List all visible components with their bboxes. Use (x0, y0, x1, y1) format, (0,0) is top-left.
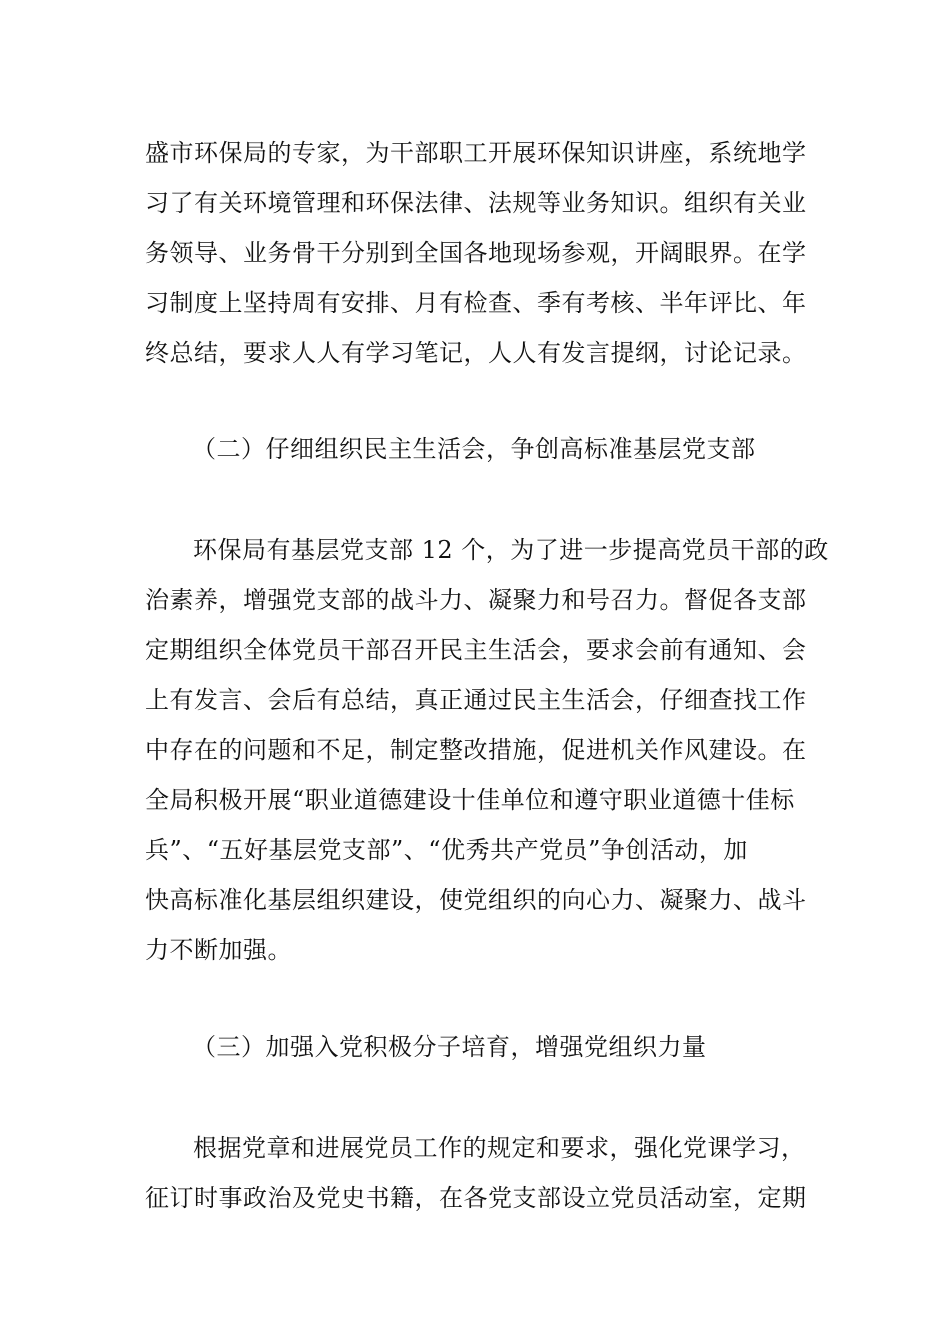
section-heading: （三）加强入党积极分子培育，增强党组织力量 (192, 1033, 707, 1061)
paragraph-line: 快高标准化基层组织建设，使党组织的向心力、凝聚力、战斗 (145, 886, 807, 914)
paragraph-line: 征订时事政治及党史书籍，在各党支部设立党员活动室，定期 (145, 1184, 807, 1212)
section-heading: （二）仔细组织民主生活会，争创高标准基层党支部 (192, 435, 756, 463)
paragraph-line: 根据党章和进展党员工作的规定和要求，强化党课学习， (193, 1134, 806, 1162)
paragraph-line: 上有发言、会后有总结，真正通过民主生活会，仔细查找工作 (145, 686, 807, 714)
paragraph-line: 终总结，要求人人有学习笔记，人人有发言提纲，讨论记录。 (145, 339, 807, 367)
paragraph-line: 习了有关环境管理和环保法律、法规等业务知识。组织有关业 (145, 189, 807, 217)
paragraph-line: 环保局有基层党支部 12 个，为了进一步提高党员干部的政 (193, 536, 829, 564)
paragraph-line: 力不断加强。 (145, 936, 292, 964)
paragraph-line: 治素养，增强党支部的战斗力、凝聚力和号召力。督促各支部 (145, 586, 807, 614)
paragraph-line: 中存在的问题和不足，制定整改措施，促进机关作风建设。在 (145, 736, 807, 764)
paragraph-line: 习制度上坚持周有安排、月有检查、季有考核、半年评比、年 (145, 289, 807, 317)
paragraph-line: 务领导、业务骨干分别到全国各地现场参观，开阔眼界。在学 (145, 239, 807, 267)
paragraph-line: 全局积极开展“职业道德建设十佳单位和遵守职业道德十佳标 (145, 786, 795, 814)
paragraph-line: 兵”、“五好基层党支部”、“优秀共产党员”争创活动，加 (145, 836, 748, 864)
paragraph-line: 盛市环保局的专家，为干部职工开展环保知识讲座，系统地学 (145, 139, 807, 167)
paragraph-line: 定期组织全体党员干部召开民主生活会，要求会前有通知、会 (145, 636, 807, 664)
